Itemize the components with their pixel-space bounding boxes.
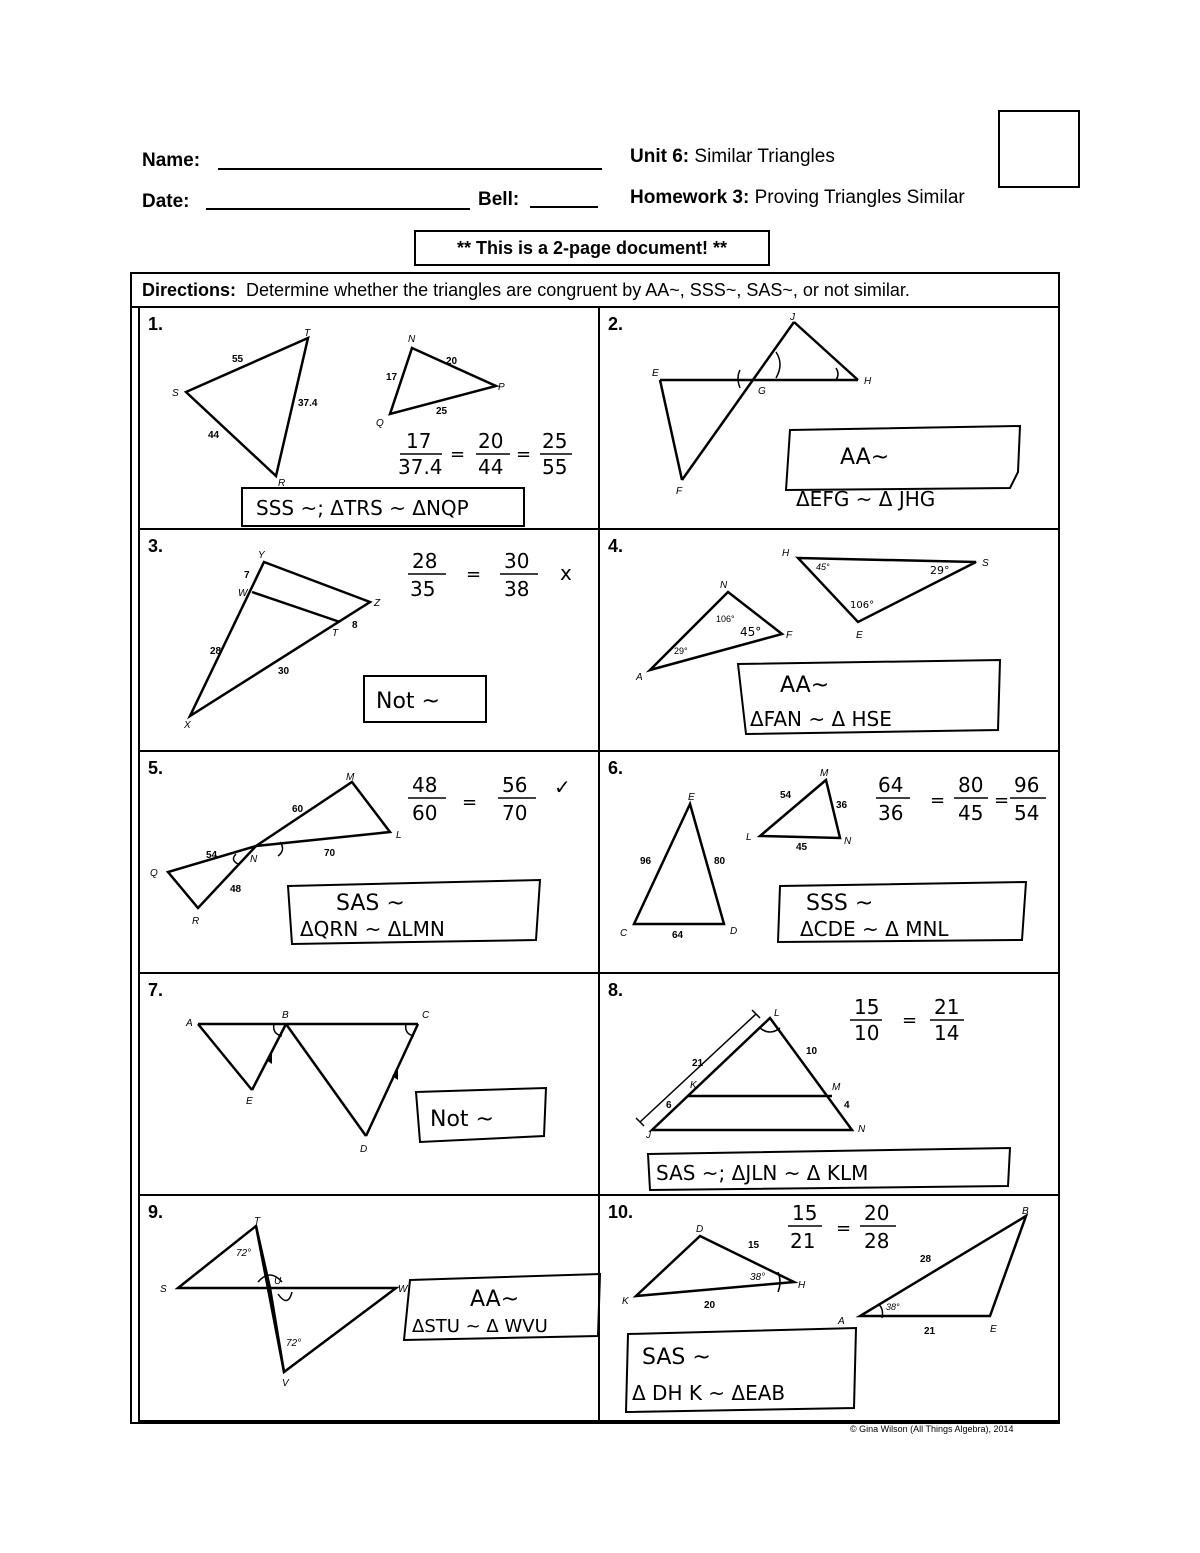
side-length: 44 — [208, 430, 220, 441]
side-length: 20 — [446, 356, 458, 367]
vertex-label: D — [730, 926, 738, 937]
ratio-denominator: 14 — [934, 1021, 960, 1045]
svg-text:=: = — [902, 1010, 918, 1031]
ratio-numerator: 30 — [504, 549, 530, 573]
problem-5 — [138, 752, 600, 974]
worksheet-grid — [130, 272, 1060, 1424]
vertex-label: R — [278, 478, 286, 489]
vertex-label: U — [274, 1276, 282, 1287]
side-length: 55 — [232, 354, 244, 365]
vertex-label: R — [192, 916, 200, 927]
answer: SAS ~; ΔJLN ~ Δ KLM — [656, 1161, 869, 1185]
unit-heading: Unit 6: Similar Triangles — [630, 146, 835, 167]
problem-number: 9. — [148, 1202, 164, 1222]
ratio-denominator: 28 — [864, 1229, 890, 1253]
answer-method: AA~ — [780, 673, 830, 698]
ratio-denominator: 35 — [410, 577, 436, 601]
vertex-label: W — [398, 1284, 408, 1295]
angle-measure: 45° — [740, 625, 762, 639]
vertex-label: C — [422, 1010, 430, 1021]
side-length: 30 — [278, 666, 290, 677]
problem-1 — [138, 308, 600, 530]
ratio-numerator: 64 — [878, 773, 904, 797]
svg-text:=: = — [836, 1218, 852, 1239]
answer-statement: ΔQRN ~ ΔLMN — [300, 917, 445, 941]
ratio-denominator: 55 — [542, 455, 568, 479]
vertex-label: W — [238, 588, 248, 599]
problem-number: 8. — [608, 980, 624, 1000]
svg-text:=: = — [450, 444, 466, 465]
problem-number: 4. — [608, 536, 624, 556]
ratio-numerator: 56 — [502, 773, 528, 797]
angle-measure: 45° — [816, 562, 830, 572]
vertex-label: Z — [374, 598, 381, 609]
directions: Directions: Determine whether the triangles are congruent by AA~, SSS~, SAS~, or not similar. — [132, 274, 1058, 308]
side-length: 36 — [836, 800, 848, 811]
answer: SSS ~; ΔTRS ~ ΔNQP — [256, 496, 469, 520]
vertex-label: X — [184, 720, 191, 731]
triangle-figure-2 — [600, 308, 1060, 530]
vertex-label: L — [774, 1008, 780, 1019]
vertex-label: S — [172, 388, 179, 399]
name-label: Name: — [142, 150, 201, 171]
side-length: 17 — [386, 372, 398, 383]
angle-measure: 106° — [850, 600, 875, 611]
svg-text:=: = — [994, 790, 1010, 811]
ratio-numerator: 15 — [854, 995, 880, 1019]
vertex-label: D — [696, 1224, 704, 1235]
triangle-figure-8 — [600, 974, 1060, 1196]
vertex-label: K — [690, 1080, 697, 1091]
vertex-label: N — [858, 1124, 866, 1135]
ratio-numerator: 21 — [934, 995, 960, 1019]
side-length: 80 — [714, 856, 726, 867]
svg-text:=: = — [462, 792, 478, 813]
problem-number: 2. — [608, 314, 624, 334]
side-length: 60 — [292, 804, 304, 815]
vertex-label: G — [758, 386, 766, 397]
ratio-numerator: 20 — [864, 1201, 890, 1225]
date-label: Date: — [142, 191, 190, 212]
vertex-label: Q — [150, 868, 158, 879]
side-length: 28 — [920, 1254, 932, 1265]
vertex-label: Y — [258, 550, 265, 561]
homework-heading: Homework 3: Proving Triangles Similar — [630, 187, 965, 208]
vertex-label: F — [676, 486, 683, 497]
copyright: © Gina Wilson (All Things Algebra), 2014 — [850, 1424, 1014, 1434]
ratio-numerator: 96 — [1014, 773, 1040, 797]
vertex-label: T — [304, 328, 311, 339]
vertex-label: E — [856, 630, 863, 641]
vertex-label: N — [250, 854, 258, 865]
side-length: 25 — [436, 406, 448, 417]
side-length: 37.4 — [298, 398, 318, 409]
bell-field[interactable] — [530, 206, 598, 208]
side-length: 96 — [640, 856, 652, 867]
vertex-label: N — [844, 836, 852, 847]
side-length: 54 — [206, 850, 218, 861]
ratio-denominator: 38 — [504, 577, 530, 601]
svg-text:=: = — [930, 790, 946, 811]
ratio-numerator: 25 — [542, 429, 568, 453]
problem-6 — [600, 752, 1060, 974]
vertex-label: K — [622, 1296, 629, 1307]
problem-number: 7. — [148, 980, 164, 1000]
triangle-figure-6 — [600, 752, 1060, 974]
vertex-label: J — [646, 1130, 651, 1141]
ratio-denominator: 60 — [412, 801, 438, 825]
answer-statement: Δ DH K ~ ΔEAB — [632, 1381, 786, 1405]
ratio-denominator: 70 — [502, 801, 528, 825]
triangle-figure-10 — [600, 1196, 1060, 1422]
angle-measure: 29° — [930, 564, 950, 577]
vertex-label: E — [246, 1096, 253, 1107]
vertex-label: A — [636, 672, 643, 683]
date-field[interactable] — [206, 208, 470, 210]
vertex-label: A — [186, 1018, 193, 1029]
vertex-label: T — [332, 628, 339, 639]
vertex-label: M — [820, 768, 829, 779]
side-length: 7 — [244, 570, 250, 581]
problem-number: 5. — [148, 758, 164, 778]
vertex-label: H — [864, 376, 872, 387]
ratio-denominator: 37.4 — [398, 455, 443, 479]
angle-measure: 38° — [750, 1272, 766, 1283]
vertex-label: L — [396, 830, 402, 841]
answer-method: SAS ~ — [336, 891, 405, 916]
triangle-figure-1 — [140, 308, 602, 530]
vertex-label: E — [990, 1324, 997, 1335]
triangle-figure-9 — [140, 1196, 602, 1422]
vertex-label: H — [798, 1280, 806, 1291]
triangle-figure-4 — [600, 530, 1060, 752]
ratio-numerator: 20 — [478, 429, 504, 453]
side-length: 10 — [806, 1046, 818, 1057]
problem-10 — [600, 1196, 1060, 1422]
vertex-label: T — [254, 1216, 261, 1227]
ratio-denominator: 36 — [878, 801, 904, 825]
ratio-denominator: 10 — [854, 1021, 880, 1045]
vertex-label: V — [282, 1378, 289, 1389]
vertex-label: J — [790, 312, 795, 323]
vertex-label: B — [1022, 1206, 1029, 1217]
answer-method: SAS ~ — [642, 1345, 711, 1370]
side-length: 15 — [748, 1240, 760, 1251]
problem-number: 10. — [608, 1202, 634, 1222]
problem-4 — [600, 530, 1060, 752]
problem-number: 3. — [148, 536, 164, 556]
answer-statement: ΔEFG ~ Δ JHG — [796, 487, 936, 511]
angle-measure: 72° — [236, 1248, 252, 1259]
side-length: 20 — [704, 1300, 716, 1311]
angle-measure: 72° — [286, 1338, 302, 1349]
side-length: 64 — [672, 930, 684, 941]
ratio-denominator: 21 — [790, 1229, 816, 1253]
side-length: 54 — [780, 790, 792, 801]
side-length: 45 — [796, 842, 808, 853]
vertex-label: H — [782, 548, 790, 559]
side-length: 21 — [692, 1058, 704, 1069]
problem-8 — [600, 974, 1060, 1196]
answer: Not ~ — [376, 689, 440, 714]
svg-text:=: = — [466, 564, 482, 585]
answer-method: AA~ — [840, 445, 890, 470]
angle-measure: 38° — [886, 1302, 900, 1312]
side-length: 48 — [230, 884, 242, 895]
vertex-label: F — [786, 630, 793, 641]
svg-text:=: = — [516, 444, 532, 465]
vertex-label: B — [282, 1010, 289, 1021]
answer: Not ~ — [430, 1107, 494, 1132]
vertex-label: Q — [376, 418, 384, 429]
angle-measure: 106° — [716, 614, 735, 624]
bell-label: Bell: — [478, 189, 520, 210]
ratio-denominator: 54 — [1014, 801, 1040, 825]
vertex-label: S — [982, 558, 989, 569]
ratio-numerator: 28 — [412, 549, 438, 573]
ratio-denominator: 44 — [478, 455, 504, 479]
vertex-label: E — [652, 368, 659, 379]
triangle-figure-5 — [140, 752, 602, 974]
ratio-numerator: 15 — [792, 1201, 818, 1225]
answer-statement: ΔFAN ~ Δ HSE — [750, 707, 892, 731]
vertex-label: M — [346, 772, 355, 783]
vertex-label: M — [832, 1082, 841, 1093]
angle-measure: 29° — [674, 646, 688, 656]
answer-method: AA~ — [470, 1287, 520, 1312]
problem-number: 6. — [608, 758, 624, 778]
vertex-label: P — [498, 382, 505, 393]
triangle-figure-3 — [140, 530, 602, 752]
ratio-mark: x — [560, 561, 572, 585]
vertex-label: E — [688, 792, 695, 803]
vertex-label: N — [408, 334, 416, 345]
vertex-label: A — [838, 1316, 845, 1327]
vertex-label: S — [160, 1284, 167, 1295]
side-length: 21 — [924, 1326, 936, 1337]
ratio-numerator: 17 — [406, 429, 432, 453]
problem-number: 1. — [148, 314, 164, 334]
side-length: 4 — [844, 1100, 850, 1111]
side-length: 8 — [352, 620, 358, 631]
ratio-numerator: 80 — [958, 773, 984, 797]
answer-statement: ΔCDE ~ Δ MNL — [800, 917, 949, 941]
problem-2 — [600, 308, 1060, 530]
answer-statement: ΔSTU ~ Δ WVU — [412, 1316, 548, 1337]
vertex-label: N — [720, 580, 728, 591]
ratio-denominator: 45 — [958, 801, 984, 825]
vertex-label: L — [746, 832, 752, 843]
side-length: 6 — [666, 1100, 672, 1111]
problem-3 — [138, 530, 600, 752]
ratio-numerator: 48 — [412, 773, 438, 797]
score-box[interactable] — [998, 110, 1080, 188]
page-notice: ** This is a 2-page document! ** — [414, 230, 770, 266]
side-length: 70 — [324, 848, 336, 859]
name-field[interactable] — [218, 168, 602, 170]
vertex-label: D — [360, 1144, 368, 1155]
problem-7 — [138, 974, 600, 1196]
triangle-figure-7 — [140, 974, 602, 1196]
problem-9 — [138, 1196, 600, 1422]
vertex-label: C — [620, 928, 628, 939]
ratio-mark: ✓ — [554, 775, 571, 799]
answer-method: SSS ~ — [806, 891, 874, 916]
side-length: 28 — [210, 646, 222, 657]
